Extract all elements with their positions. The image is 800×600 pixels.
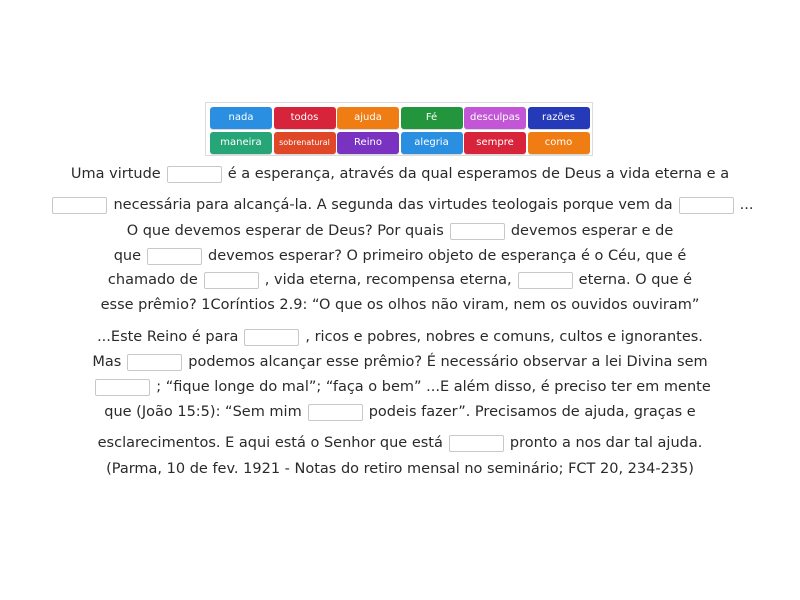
text-segment: que bbox=[113, 248, 142, 264]
text-line bbox=[0, 402, 800, 422]
text-line bbox=[0, 327, 800, 347]
text-line bbox=[0, 195, 800, 215]
text-segment: Mas bbox=[92, 354, 122, 370]
text-line bbox=[0, 164, 800, 184]
text-segment: que (João 15:5): “Sem mim bbox=[104, 404, 302, 420]
word-tile[interactable]: ajuda bbox=[337, 107, 399, 129]
text-segment: Uma virtude bbox=[70, 166, 161, 182]
word-tile[interactable]: Fé bbox=[401, 107, 463, 129]
text-segment: podemos alcançar esse prêmio? É necessário observar a lei Divina sem bbox=[188, 354, 708, 370]
text-segment: devemos esperar e de bbox=[510, 223, 674, 239]
text-line bbox=[0, 270, 800, 290]
answer-blank[interactable] bbox=[127, 354, 182, 371]
text-segment: O que devemos esperar de Deus? Por quais bbox=[126, 223, 444, 239]
answer-blank[interactable] bbox=[308, 404, 363, 421]
word-bank bbox=[205, 102, 593, 156]
text-segment: , ricos e pobres, nobres e comuns, cultos e ignorantes. bbox=[305, 329, 703, 345]
text-line bbox=[0, 377, 800, 397]
word-tile[interactable]: todos bbox=[274, 107, 336, 129]
text-line bbox=[0, 352, 800, 372]
word-tile[interactable]: razões bbox=[528, 107, 590, 129]
text-segment: eterna. O que é bbox=[578, 272, 693, 288]
text-segment: chamado de bbox=[107, 272, 198, 288]
text-segment: , vida eterna, recompensa eterna, bbox=[264, 272, 512, 288]
text-line bbox=[0, 221, 800, 241]
word-tile[interactable]: Reino bbox=[337, 132, 399, 154]
text-segment: necessária para alcançá-la. A segunda das virtudes teologais porque vem da bbox=[113, 197, 673, 213]
answer-blank[interactable] bbox=[679, 197, 734, 214]
text-line bbox=[0, 295, 800, 315]
text-line bbox=[0, 433, 800, 453]
word-tile[interactable]: nada bbox=[210, 107, 272, 129]
answer-blank[interactable] bbox=[147, 248, 202, 265]
answer-blank[interactable] bbox=[52, 197, 107, 214]
text-segment: devemos esperar? O primeiro objeto de esperança é o Céu, que é bbox=[208, 248, 687, 264]
answer-blank[interactable] bbox=[449, 435, 504, 452]
answer-blank[interactable] bbox=[204, 272, 259, 289]
answer-blank[interactable] bbox=[450, 223, 505, 240]
text-segment: ...Este Reino é para bbox=[97, 329, 239, 345]
word-tile[interactable]: maneira bbox=[210, 132, 272, 154]
answer-blank[interactable] bbox=[244, 329, 299, 346]
word-tile[interactable]: como bbox=[528, 132, 590, 154]
text-segment: pronto a nos dar tal ajuda. bbox=[509, 435, 703, 451]
text-segment: ... bbox=[739, 197, 754, 213]
text-segment: é a esperança, através da qual esperamos de Deus a vida eterna e a bbox=[227, 166, 730, 182]
text-segment: podeis fazer”. Precisamos de ajuda, graças e bbox=[368, 404, 696, 420]
text-line bbox=[0, 459, 800, 479]
text-segment: esclarecimentos. E aqui está o Senhor que está bbox=[97, 435, 443, 451]
word-tile[interactable]: desculpas bbox=[464, 107, 526, 129]
answer-blank[interactable] bbox=[518, 272, 573, 289]
text-segment: (Parma, 10 de fev. 1921 - Notas do retiro mensal no seminário; FCT 20, 234-235) bbox=[106, 461, 694, 477]
text-segment: esse prêmio? 1Coríntios 2.9: “O que os olhos não viram, nem os ouvidos ouviram” bbox=[100, 297, 700, 313]
text-line bbox=[0, 246, 800, 266]
text-segment: ; “fique longe do mal”; “faça o bem” ...E além disso, é preciso ter em mente bbox=[156, 379, 711, 395]
word-tile[interactable]: sobrenatural bbox=[274, 132, 336, 154]
answer-blank[interactable] bbox=[95, 379, 150, 396]
word-tile[interactable]: sempre bbox=[464, 132, 526, 154]
answer-blank[interactable] bbox=[167, 166, 222, 183]
word-tile[interactable]: alegria bbox=[401, 132, 463, 154]
